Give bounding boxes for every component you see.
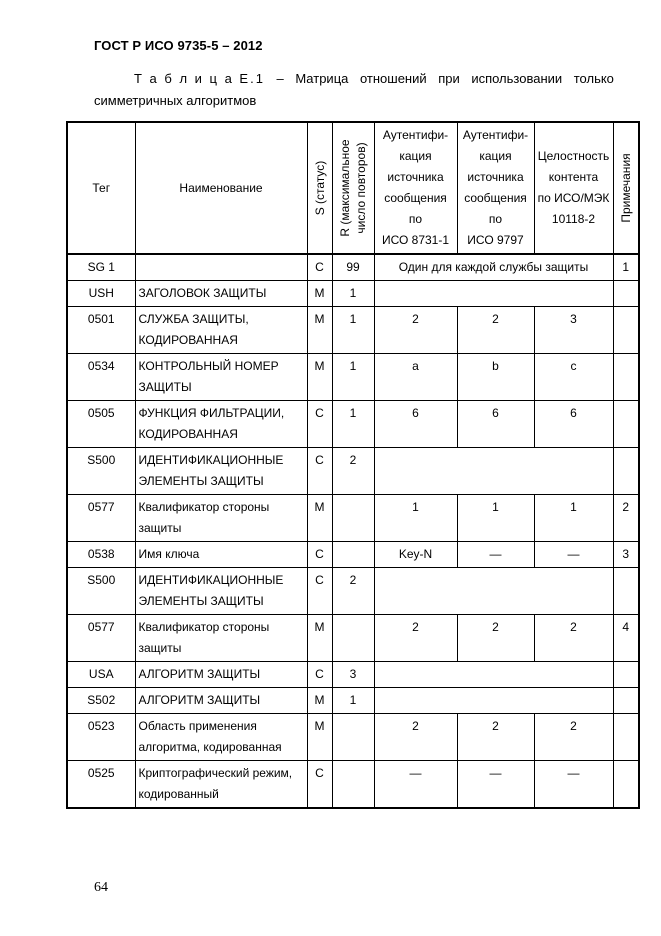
cell-name: Имя ключа	[135, 542, 307, 568]
table-row	[67, 281, 639, 307]
caption-word: только	[573, 71, 614, 86]
caption-word: отношений	[359, 71, 427, 86]
cell-auth-8731: Key-N	[374, 542, 457, 568]
cell-merged	[374, 662, 613, 688]
header-name: Наименование	[135, 122, 307, 254]
cell-integrity: c	[534, 354, 613, 401]
header-status	[307, 122, 332, 254]
table-row	[67, 568, 639, 615]
cell-auth-8731: 6	[374, 401, 457, 448]
cell-repeat: 99	[332, 254, 374, 281]
cell-repeat: 3	[332, 662, 374, 688]
cell-name: Область применения алгоритма, кодированная	[135, 714, 307, 761]
cell-note	[613, 281, 639, 307]
caption-word: при	[438, 71, 460, 86]
cell-integrity: 6	[534, 401, 613, 448]
cell-integrity: —	[534, 761, 613, 809]
cell-tag: USA	[67, 662, 135, 688]
cell-repeat	[332, 542, 374, 568]
cell-name: Квалификатор стороны защиты	[135, 615, 307, 662]
cell-auth-8731: 2	[374, 615, 457, 662]
header-repeat-line-1: R (максимальное	[338, 139, 352, 237]
table-header-row	[67, 122, 639, 254]
caption-label: Т а б л и ц а Е.1	[134, 71, 265, 86]
cell-name: КОНТРОЛЬНЫЙ НОМЕР ЗАЩИТЫ	[135, 354, 307, 401]
cell-repeat: 2	[332, 448, 374, 495]
cell-tag: S500	[67, 568, 135, 615]
cell-repeat: 1	[332, 401, 374, 448]
cell-status: M	[307, 688, 332, 714]
cell-tag: 0538	[67, 542, 135, 568]
cell-auth-8731: a	[374, 354, 457, 401]
cell-status: C	[307, 401, 332, 448]
cell-note	[613, 354, 639, 401]
cell-repeat: 1	[332, 688, 374, 714]
cell-status: M	[307, 307, 332, 354]
cell-status: C	[307, 761, 332, 809]
cell-tag: 0501	[67, 307, 135, 354]
cell-tag: 0577	[67, 615, 135, 662]
cell-name: АЛГОРИТМ ЗАЩИТЫ	[135, 688, 307, 714]
caption-dash: –	[276, 71, 284, 86]
cell-auth-9797: b	[457, 354, 534, 401]
header-notes-text: Примечания	[618, 153, 633, 223]
table-row	[67, 495, 639, 542]
table-row	[67, 307, 639, 354]
cell-note	[613, 307, 639, 354]
table-row	[67, 354, 639, 401]
table-row	[67, 662, 639, 688]
cell-name: Криптографический режим, кодированный	[135, 761, 307, 809]
cell-note: 1	[613, 254, 639, 281]
header-line: по	[408, 212, 423, 226]
caption-word: Матрица	[295, 71, 349, 86]
cell-auth-8731: 2	[374, 307, 457, 354]
cell-name: ФУНКЦИЯ ФИЛЬТРАЦИИ, КОДИРОВАННАЯ	[135, 401, 307, 448]
cell-status: M	[307, 615, 332, 662]
cell-merged: Один для каждой службы защиты	[374, 254, 613, 281]
header-line: источника	[387, 170, 444, 184]
header-line: по ИСО/МЭК	[537, 191, 610, 205]
cell-integrity: —	[534, 542, 613, 568]
cell-tag: S502	[67, 688, 135, 714]
header-line: контента	[548, 170, 599, 184]
cell-auth-8731: —	[374, 761, 457, 809]
cell-auth-9797: —	[457, 761, 534, 809]
cell-auth-9797: 2	[457, 615, 534, 662]
header-line: сообщения	[464, 191, 527, 205]
header-status-text: S (статус)	[312, 160, 327, 216]
cell-status: C	[307, 568, 332, 615]
caption-word: использовании	[471, 71, 563, 86]
cell-tag: 0505	[67, 401, 135, 448]
caption-line-2: симметричных алгоритмов	[94, 93, 257, 108]
cell-auth-9797: 6	[457, 401, 534, 448]
cell-name: ИДЕНТИФИКАЦИОННЫЕ ЭЛЕМЕНТЫ ЗАЩИТЫ	[135, 448, 307, 495]
cell-tag: 0525	[67, 761, 135, 809]
table-row	[67, 401, 639, 448]
header-line: ИСО 8731-1	[381, 233, 450, 247]
cell-merged	[374, 568, 613, 615]
cell-auth-8731: 2	[374, 714, 457, 761]
header-line: сообщения	[384, 191, 447, 205]
header-integrity	[534, 122, 613, 254]
cell-tag: S500	[67, 448, 135, 495]
header-repeat-line-2: число повторов)	[354, 142, 368, 234]
cell-auth-9797: 1	[457, 495, 534, 542]
cell-integrity: 3	[534, 307, 613, 354]
cell-status: M	[307, 354, 332, 401]
cell-integrity: 2	[534, 615, 613, 662]
cell-merged	[374, 688, 613, 714]
cell-note	[613, 688, 639, 714]
cell-status: C	[307, 448, 332, 495]
cell-repeat: 2	[332, 568, 374, 615]
cell-tag: 0534	[67, 354, 135, 401]
document-header: ГОСТ Р ИСО 9735-5 – 2012	[94, 38, 263, 53]
relationship-matrix-table	[66, 121, 640, 809]
cell-note: 2	[613, 495, 639, 542]
cell-name: Квалификатор стороны защиты	[135, 495, 307, 542]
cell-repeat	[332, 615, 374, 662]
header-auth-9797	[457, 122, 534, 254]
cell-note	[613, 761, 639, 809]
cell-repeat	[332, 714, 374, 761]
cell-name: СЛУЖБА ЗАЩИТЫ, КОДИРОВАННАЯ	[135, 307, 307, 354]
cell-name: ИДЕНТИФИКАЦИОННЫЕ ЭЛЕМЕНТЫ ЗАЩИТЫ	[135, 568, 307, 615]
cell-status: M	[307, 495, 332, 542]
cell-note: 4	[613, 615, 639, 662]
cell-repeat: 1	[332, 281, 374, 307]
table-caption	[94, 68, 614, 112]
cell-status: C	[307, 662, 332, 688]
cell-tag: SG 1	[67, 254, 135, 281]
cell-repeat: 1	[332, 307, 374, 354]
cell-integrity: 2	[534, 714, 613, 761]
table-row	[67, 448, 639, 495]
header-line: Аутентифи-	[382, 128, 449, 142]
cell-name	[135, 254, 307, 281]
cell-note: 3	[613, 542, 639, 568]
table-row	[67, 542, 639, 568]
header-line: 10118-2	[551, 212, 596, 226]
header-tag: Тег	[67, 122, 135, 254]
cell-auth-8731: 1	[374, 495, 457, 542]
cell-status: C	[307, 542, 332, 568]
cell-status: C	[307, 254, 332, 281]
table-row	[67, 714, 639, 761]
header-line: ИСО 9797	[467, 233, 524, 247]
cell-note	[613, 401, 639, 448]
cell-tag: USH	[67, 281, 135, 307]
cell-integrity: 1	[534, 495, 613, 542]
header-line: источника	[467, 170, 524, 184]
table-row	[67, 254, 639, 281]
table-row	[67, 688, 639, 714]
cell-note	[613, 448, 639, 495]
cell-repeat	[332, 495, 374, 542]
cell-status: M	[307, 281, 332, 307]
cell-tag: 0523	[67, 714, 135, 761]
header-notes	[613, 122, 639, 254]
header-line: кация	[399, 149, 432, 163]
header-line: кация	[479, 149, 512, 163]
header-line: по	[488, 212, 503, 226]
cell-repeat	[332, 761, 374, 809]
cell-merged	[374, 448, 613, 495]
cell-tag: 0577	[67, 495, 135, 542]
table-row	[67, 761, 639, 809]
header-line: Целостность	[537, 149, 610, 163]
header-auth-8731	[374, 122, 457, 254]
cell-note	[613, 714, 639, 761]
cell-name: ЗАГОЛОВОК ЗАЩИТЫ	[135, 281, 307, 307]
cell-note	[613, 662, 639, 688]
cell-name: АЛГОРИТМ ЗАЩИТЫ	[135, 662, 307, 688]
cell-status: M	[307, 714, 332, 761]
page-number: 64	[94, 880, 108, 895]
cell-auth-9797: 2	[457, 714, 534, 761]
cell-note	[613, 568, 639, 615]
cell-auth-9797: —	[457, 542, 534, 568]
cell-merged	[374, 281, 613, 307]
header-line: Аутентифи-	[462, 128, 529, 142]
header-repeat	[332, 122, 374, 254]
table-row	[67, 615, 639, 662]
cell-repeat: 1	[332, 354, 374, 401]
cell-auth-9797: 2	[457, 307, 534, 354]
